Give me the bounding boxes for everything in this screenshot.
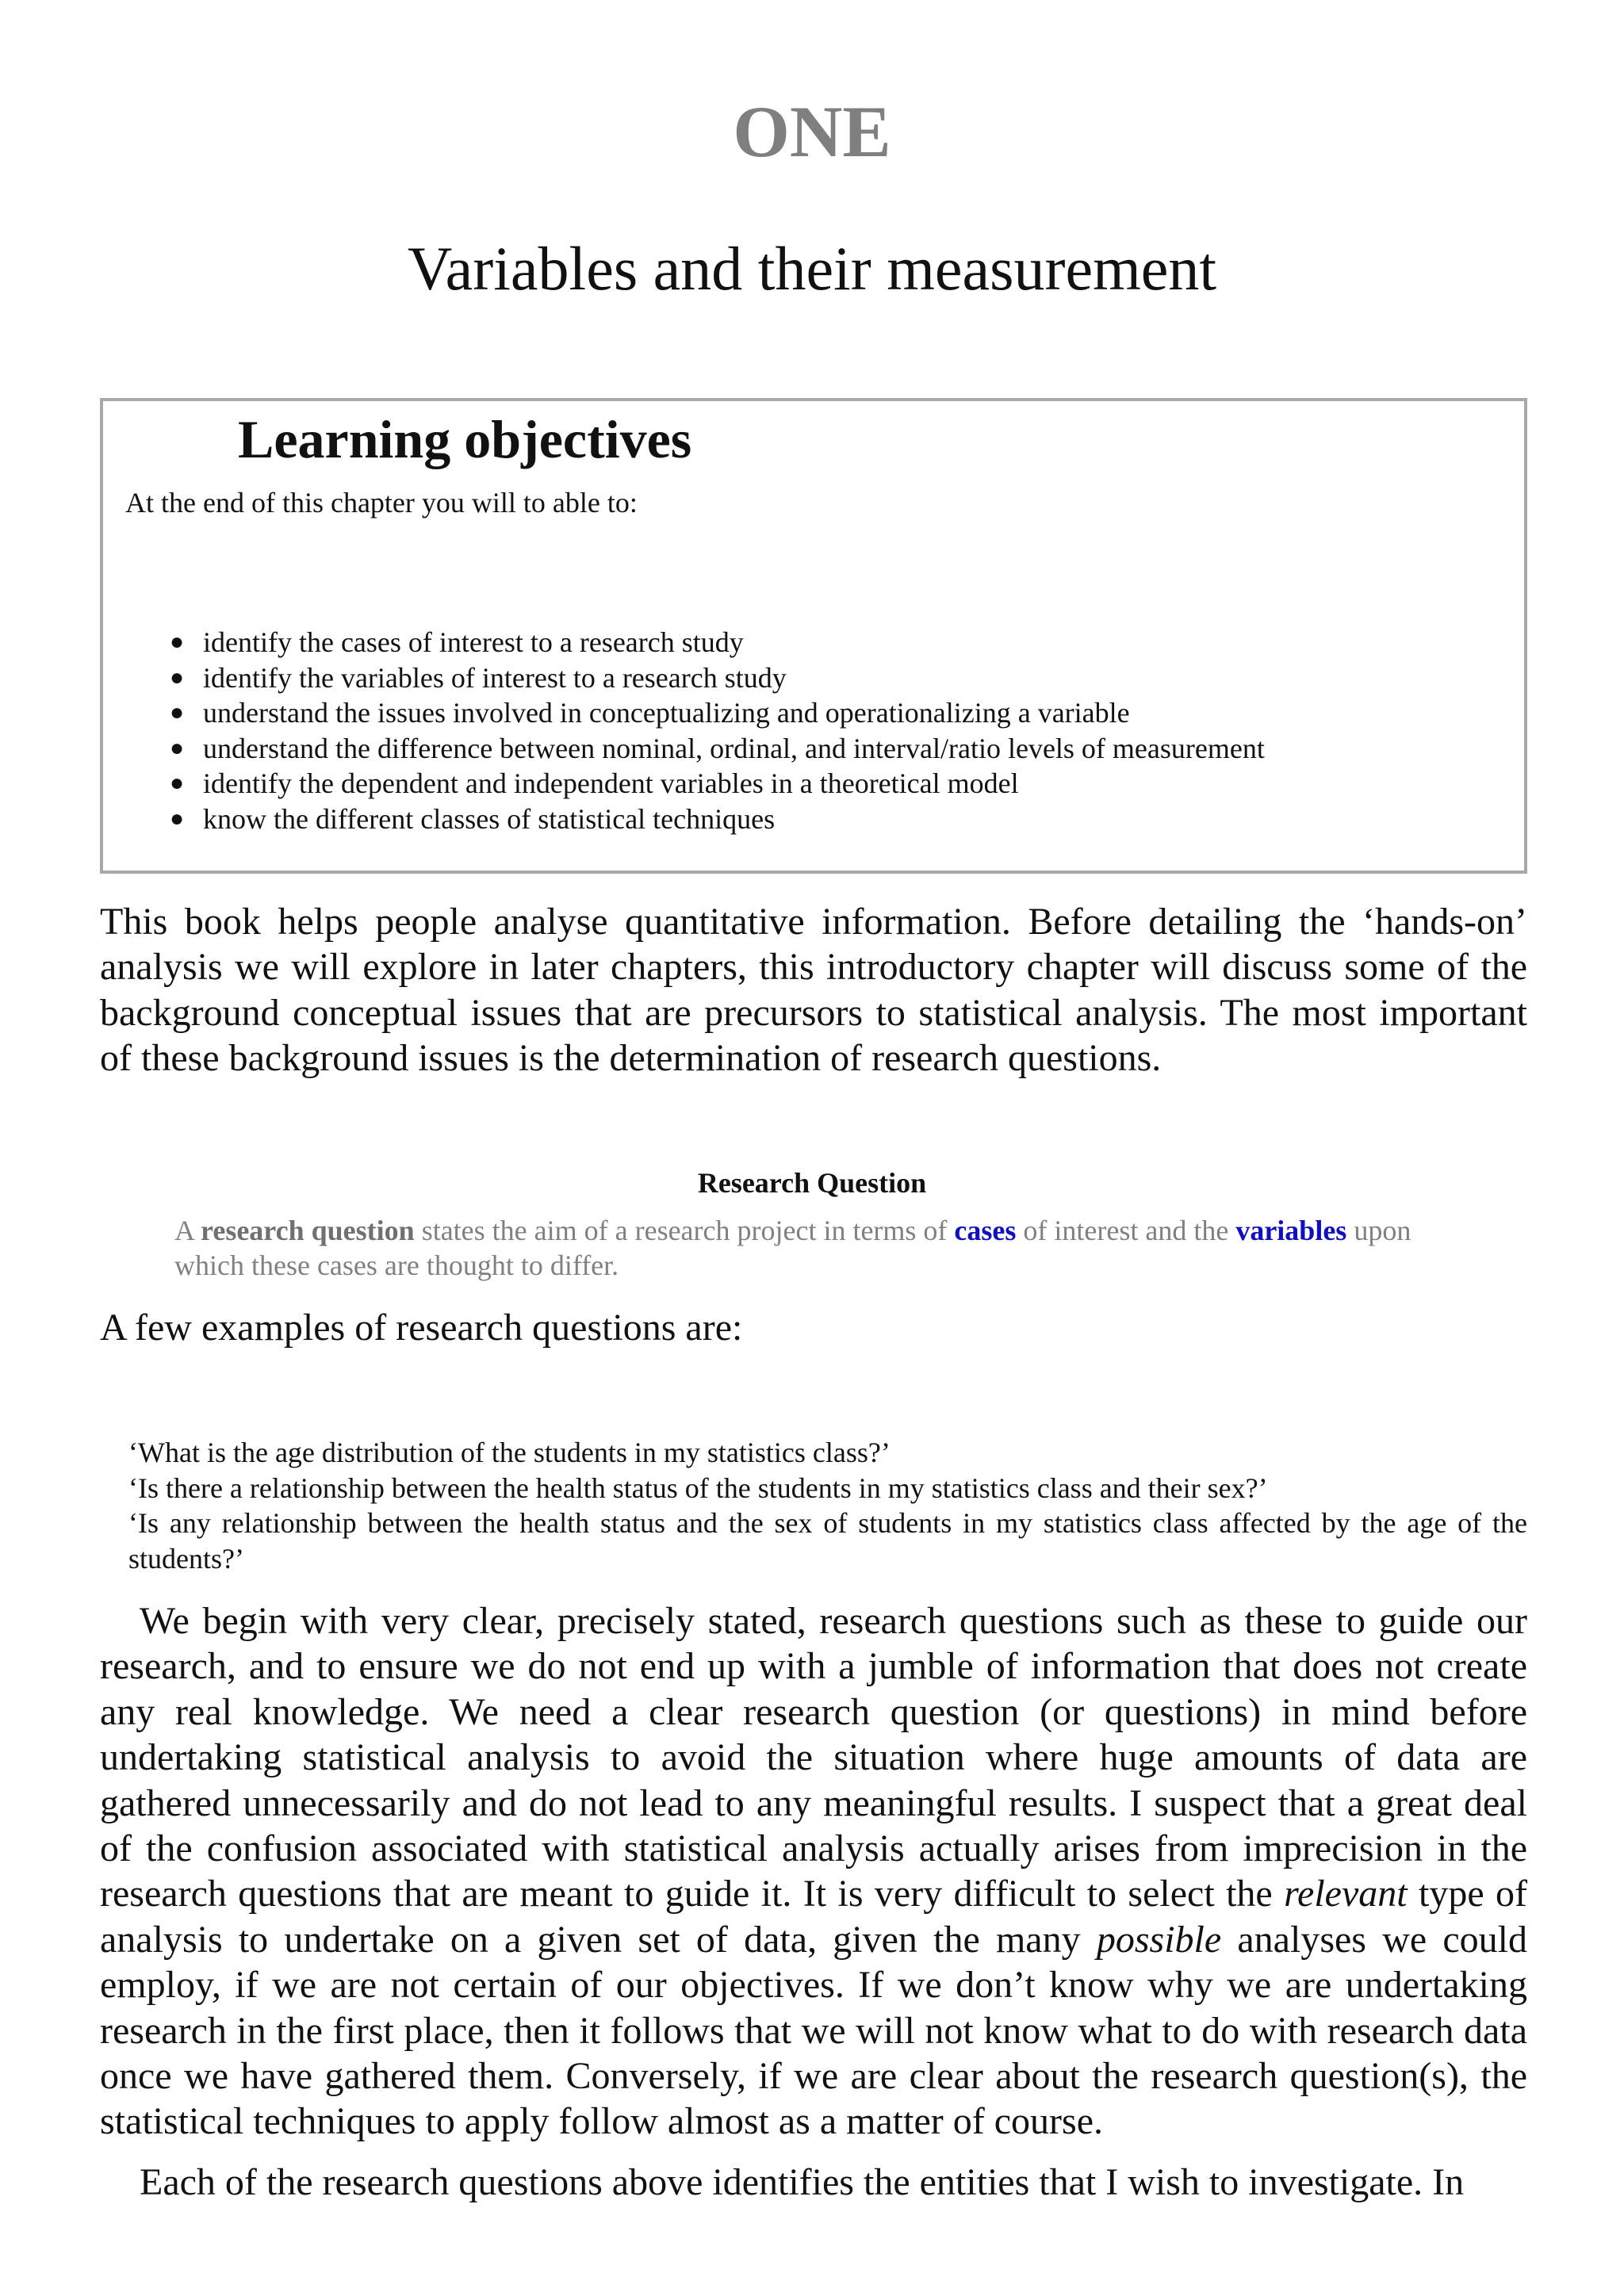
variables-link[interactable]: variables <box>1235 1215 1347 1246</box>
bullet-icon: ● <box>170 664 185 691</box>
bullet-icon: ● <box>170 770 185 797</box>
paragraph-text: type of analysis to undertake on a given set of data, given the many <box>100 1873 1528 1961</box>
learning-objectives-intro: At the end of this chapter you will to able to: <box>125 487 638 519</box>
definition-text: upon which these cases are thought to differ. <box>174 1215 1411 1281</box>
definition-title: Research Question <box>697 1167 927 1199</box>
examples-list <box>128 1435 1527 1576</box>
definition-term: research question <box>201 1215 415 1246</box>
bullet-icon: ● <box>170 629 185 655</box>
list-item-text: identify the cases of interest to a research study <box>203 626 744 658</box>
definition-text: A <box>174 1215 201 1246</box>
definition-text: of interest and the <box>1016 1215 1236 1246</box>
list-item: ‘What is the age distribution of the students in my statistics class?’ <box>128 1437 891 1468</box>
bullet-icon: ● <box>170 734 185 761</box>
emphasis-text: relevant <box>1284 1873 1408 1915</box>
list-item-text: understand the issues involved in conceptualizing and operationalizing a variable <box>203 697 1130 729</box>
list-item <box>103 660 1265 696</box>
paragraph-text: We begin with very clear, precisely stated, research questions such as these to guide our research, and to ensure we do not end up with a jumble of information that does not create any real knowledge. We need a clear research question (or questions) in mind before undertaking statistical analysis to avoid the situation where huge amounts of data are gathered unnecessarily and do not lead to any meaningful results. I suspect that a great deal of the confusion associated with statistical analysis actually arises from imprecision in the research questions that are meant to guide it. It is very difficult to select the <box>100 1600 1527 1915</box>
list-item: ‘Is there a relationship between the health status of the students in my statistics class and their sex?’ <box>128 1471 1268 1504</box>
list-item-text: identify the dependent and independent variables in a theoretical model <box>203 767 1019 800</box>
learning-objectives-list <box>103 625 1265 837</box>
learning-objectives-heading: Learning objectives <box>238 409 692 469</box>
chapter-number: ONE <box>733 91 891 172</box>
list-item <box>103 625 1265 660</box>
chapter-title: Variables and their measurement <box>407 234 1217 303</box>
list-item <box>103 731 1265 767</box>
cases-link[interactable]: cases <box>954 1215 1017 1246</box>
examples-lead: A few examples of research questions are: <box>100 1307 743 1349</box>
emphasis-text: possible <box>1096 1918 1222 1961</box>
body-paragraph: Each of the research questions above identifies the entities that I wish to investigate. In <box>140 2161 1465 2203</box>
list-item-text: know the different classes of statistical techniques <box>203 802 776 835</box>
list-item <box>103 695 1265 731</box>
paragraph-text: analyses we could employ, if we are not certain of our objectives. If we don’t know why we are undertaking research in the first place, then it follows that we will not know what to do with research data once we have gathered them. Conversely, if we are clear about the research question(s), the statistical techniques to apply follow almost as a matter of course. <box>100 1918 1528 2143</box>
bullet-icon: ● <box>170 805 185 832</box>
intro-paragraph: This book helps people analyse quantitative information. Before detailing the ‘hands-on’ analysis we will explore in later chapters, this introductory chapter will discuss some of the background conceptual issues that are precursors to statistical analysis. The most important of these background issues is the determination of research questions. <box>100 901 1527 1080</box>
definition-text: states the aim of a research project in terms of <box>414 1215 955 1246</box>
list-item-text: identify the variables of interest to a research study <box>203 661 787 694</box>
list-item <box>103 802 1265 837</box>
list-item <box>103 766 1265 802</box>
body-paragraph <box>100 1598 1527 2145</box>
definition-body <box>174 1213 1475 1283</box>
list-item-text: understand the difference between nominal, ordinal, and interval/ratio levels of measurement <box>203 732 1265 764</box>
learning-objectives-box <box>100 398 1527 874</box>
bullet-icon: ● <box>170 699 185 726</box>
list-item: ‘Is any relationship between the health status and the sex of students in my statistics class affected by the age of the students?’ <box>128 1507 1527 1575</box>
